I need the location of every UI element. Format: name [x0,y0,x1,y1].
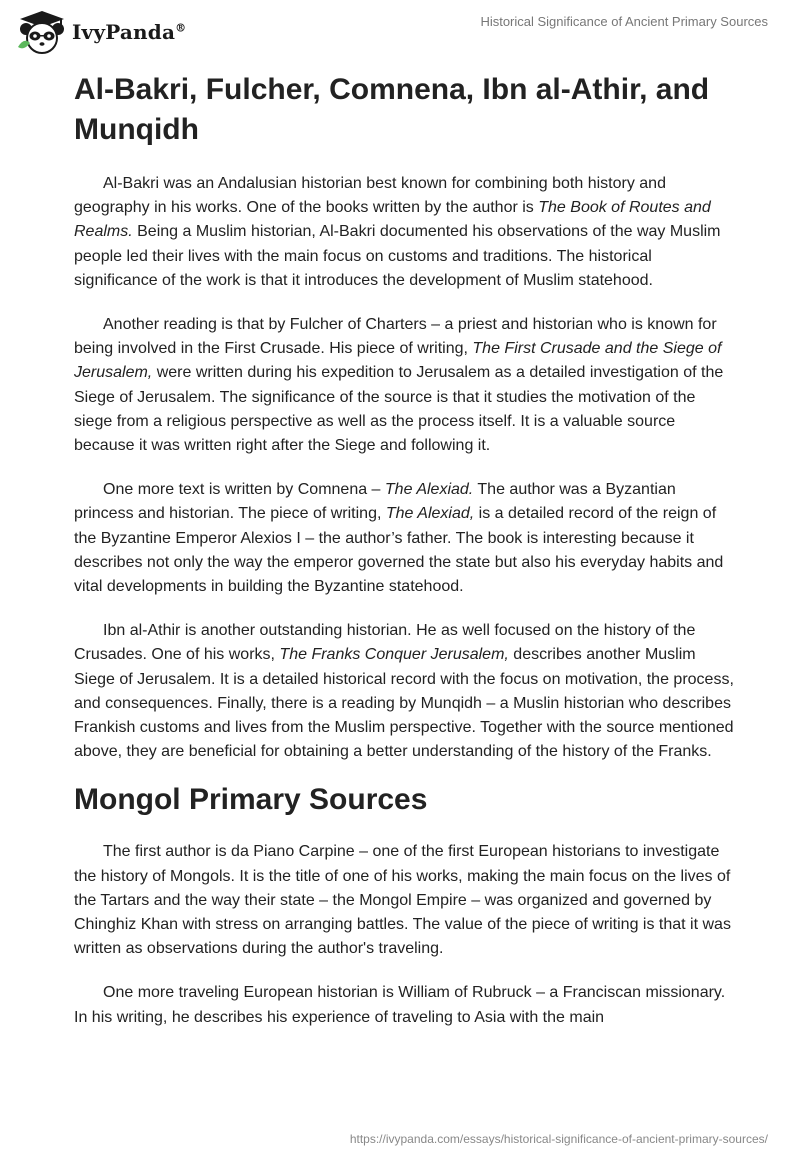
page-header [0,0,800,64]
section-heading: Mongol Primary Sources [74,783,428,817]
panda-logo-icon [14,7,70,57]
ivypanda-logo[interactable] [14,6,214,58]
section-heading: Al-Bakri, Fulcher, Comnena, Ibn al-Athir, and Munqidh [74,73,710,146]
paragraph: Al-Bakri was an Andalusian historian best known for combining both history and geography in his works. One of the books written by the author is The Book of Routes and Realms. Being a Muslim historian, Al-Bakri documented his observations of the way Muslim people led their lives with the main focus on customs and traditions. The historical significance of the work is that it introduces the development of Muslim statehood. [74,175,721,289]
paragraph: One more text is written by Comnena – The Alexiad. The author was a Byzantian princess and historian. The piece of writing, The Alexiad, is a detailed record of the reign of the Byzantine Emperor Alexios I – the author’s father. The book is interesting because it describes not only the way the emperor governed the state but also his everyday habits and vital developments in building the Byzantine statehood. [74,481,724,596]
paragraph: Another reading is that by Fulcher of Charters – a priest and historian who is known for being involved in the First Crusade. His piece of writing, The First Crusade and the Siege of Jerusalem, were written during his expedition to Jerusalem as a detailed investigation of the Siege of Jerusalem. The significance of the source is that it studies the motivation of the siege from a religious perspective as well as the process itself. It is a valuable source because it was written right after the Siege and following it. [74,316,724,455]
logo-wordmark: IvyPanda® [72,20,187,44]
document-title: Historical Significance of Ancient Primary Sources [480,14,768,29]
source-url[interactable]: https://ivypanda.com/essays/historical-significance-of-ancient-primary-sources/ [349,1132,768,1146]
article-body [74,70,734,1030]
paragraph: Ibn al-Athir is another outstanding historian. He as well focused on the history of the Crusades. One of his works, The Franks Conquer Jerusalem, describes another Muslim Siege of Jerusalem. It is a detailed historical record with the focus on motivation, the process, and consequences. Finally, there is a reading by Munqidh – a Muslin historian who describes Frankish customs and lives from the Muslim perspective. Together with the source mentioned above, they are beneficial for obtaining a better understanding of the history of the Franks. [74,622,734,761]
paragraph: The first author is da Piano Carpine – one of the first European historians to investigate the history of Mongols. It is the title of one of his works, making the main focus on the lives of the Tartars and the way their state – the Mongol Empire – was organized and governed by Chinghiz Khan with stress on arranging battles. The value of the piece of writing is that it was written as observations during the author's traveling. [74,843,731,958]
paragraph: One more traveling European historian is William of Rubruck – a Franciscan missionary. In his writing, he describes his experience of traveling to Asia with the main [74,984,726,1026]
